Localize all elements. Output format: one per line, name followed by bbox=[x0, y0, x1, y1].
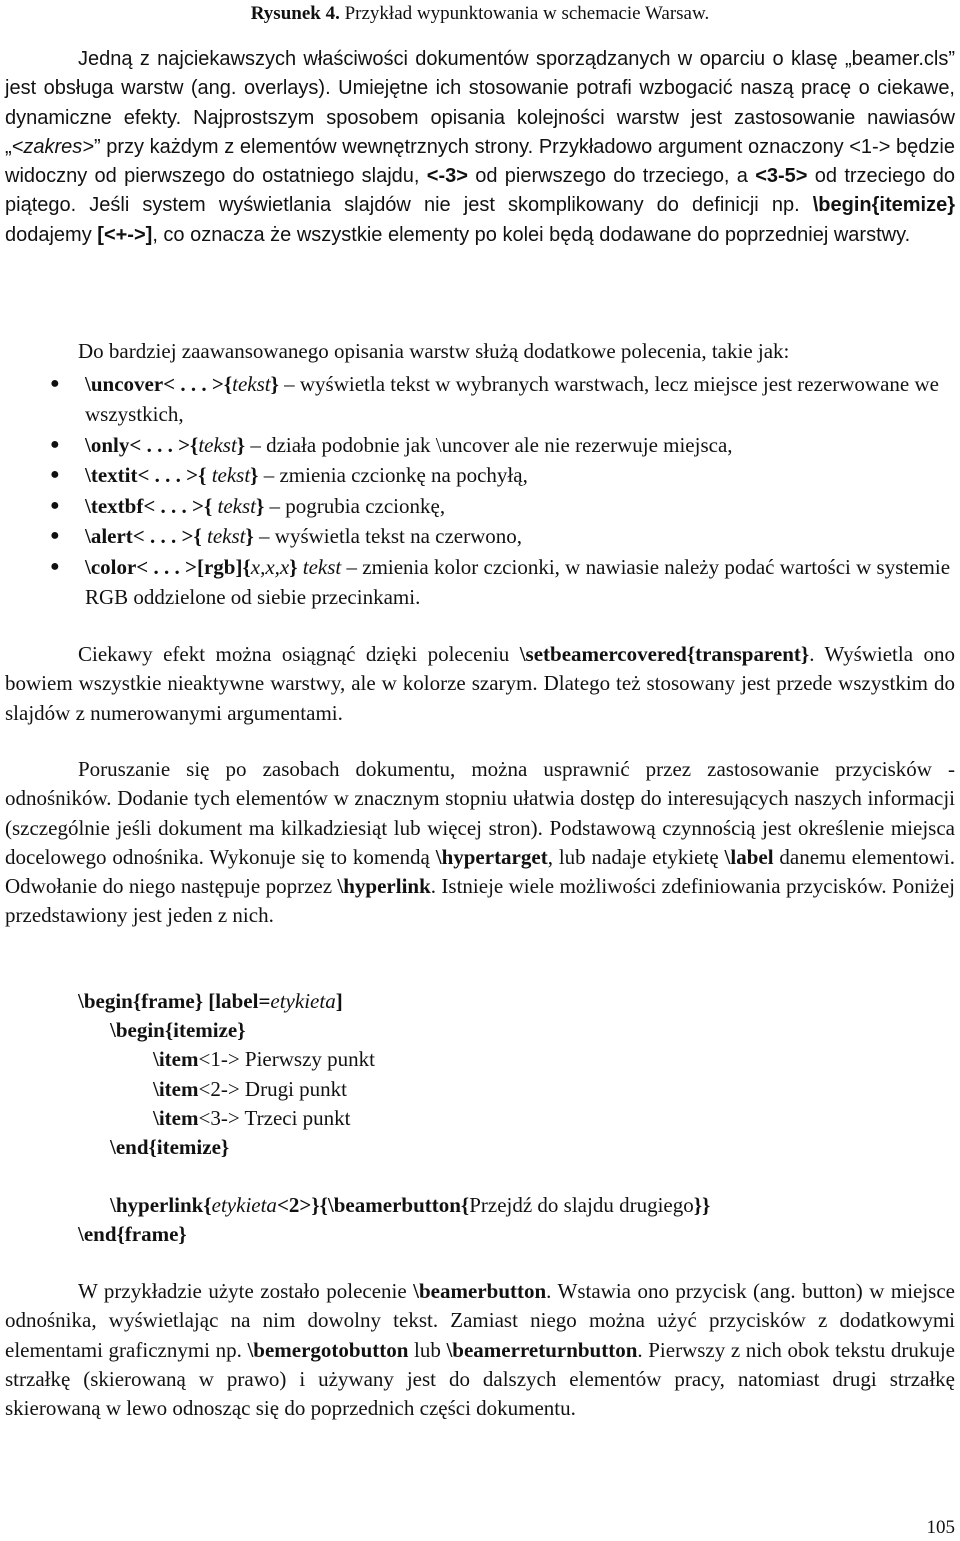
p1-arg-35: <3-5> bbox=[755, 165, 808, 188]
returnbutton-command: \beamerreturnbutton bbox=[446, 1337, 638, 1362]
caption-label: Rysunek 4. bbox=[250, 3, 340, 24]
code-line: \begin{frame} [label=etykieta] bbox=[78, 989, 343, 1013]
hyperlink-command: \hyperlink bbox=[337, 874, 431, 899]
p1-arg-1: <1-> bbox=[849, 135, 891, 158]
bullet-icon: ● bbox=[50, 374, 60, 392]
p1-text-a: Jedną z najciekawszych właściwości dokumentów sporządzanych w oparciu o klasę „beamer.cls” jest obsługa warstw (ang. overlays). Umiejętne ich stosowanie potrafi wzbogacić naszą pracę o ciekawe, dynamiczne efekty. Najprostszym sposobem opisania kolejności warstw jest zastosowanie nawiasów „ bbox=[5, 48, 955, 158]
code-line: \item<2-> Drugi punkt bbox=[153, 1076, 347, 1101]
paragraph-beamerbutton: W przykładzie użyte zostało polecenie \beamerbutton. Wstawia ono przycisk (ang. button) w miejsce odnośnika, wyświetlając na nim dowolny tekst. Zamiast niego można użyć przycisków z dodatkowymi elementami graficznymi np. \bemergotobutton lub \beamerreturnbutton. Pierwszy z nich obok tekstu drukuje strzałkę (skierowaną w prawo) i używany jest do dalszych elementów pracy, natomiast drugi strzałkę skierowaną w lewo odnosząc się do poprzednich części dokumentu. bbox=[5, 1279, 955, 1421]
p1-text-g: od pierwszego do trzeciego, a bbox=[467, 165, 756, 188]
code-line: \end{frame} bbox=[78, 1222, 187, 1247]
figure-caption bbox=[5, 1, 955, 27]
bullet-icon: ● bbox=[50, 527, 60, 544]
paragraph-transparent: Ciekawy efekt można osiągnąć dzięki poleceniu \setbeamercovered{transparent}. Wyświetla ono bowiem wszystkie nieaktywne warstwy, ale w kolorze szarym. Dlatego też stosowany jest przede wszystkim do slajdów z numerowanymi argumentami. bbox=[5, 642, 955, 725]
code-line: \begin{itemize} bbox=[110, 1018, 246, 1043]
caption-title: Przykład wypunktowania w schemacie Warsaw. bbox=[344, 3, 710, 24]
bullet-icon: ● bbox=[50, 496, 60, 514]
code-line: \end{itemize} bbox=[110, 1135, 230, 1160]
overlay-commands-list bbox=[5, 336, 955, 613]
bullet-icon: ● bbox=[50, 435, 60, 453]
p1-zakres: <zakres> bbox=[11, 135, 94, 158]
gotobutton-command: \bemergotobutton bbox=[247, 1337, 409, 1362]
paragraph-overlays bbox=[5, 45, 955, 250]
paragraph-hyperlinks: Poruszanie się po zasobach dokumentu, można usprawnić przez zastosowanie przycisków - odnośników. Dodanie tych elementów w znacznym stopniu ułatwia dostęp do interesujących naszych informacji (szczególnie jeśli dokument ma kilkadziesiąt lub więcej stron). Podstawową czynnością jest określenie miejsca docelowego odnośnika. Wykonuje się to komendą \hypertarget, lub nadaje etykietę \label danemu elementowi. Odwołanie do niego następuje poprzez \hyperlink. Istnieje wiele możliwości zdefiniowania przycisków. Poniżej przedstawiony jest jeden z nich. bbox=[5, 757, 956, 928]
p1-begin-itemize: \begin{itemize} bbox=[812, 194, 955, 217]
bullet-icon: ● bbox=[50, 466, 60, 483]
p1-plus-arg: [<+->] bbox=[97, 223, 153, 246]
p1-arg-3: <-3> bbox=[426, 165, 468, 188]
list-item: ● \textit< . . . >{ tekst} – zmienia czcionkę na pochyłą, bbox=[5, 460, 955, 491]
p1-text-e: będzie widoczny od pierwszego do ostatniego slajdu, bbox=[5, 135, 955, 188]
code-example bbox=[78, 987, 710, 1250]
label-command: \label bbox=[724, 844, 774, 869]
list-item: ● \textbf< . . . >{ tekst} – pogrubia czcionkę, bbox=[5, 491, 955, 522]
page-number: 105 bbox=[926, 1517, 955, 1538]
beamerbutton-command: \beamerbutton bbox=[413, 1279, 547, 1303]
code-line: \item<1-> Pierwszy punkt bbox=[153, 1047, 375, 1072]
p1-text-k: dodajemy bbox=[5, 223, 98, 246]
list-item: ● \uncover< . . . >{tekst} – wyświetla tekst w wybranych warstwach, lecz miejsce jest rezerwowane we wszystkich, bbox=[5, 369, 955, 430]
p1-text-i: od trzeciego do piątego. Jeśli system wyświetlania slajdów nie jest skomplikowany do definicji np. bbox=[5, 165, 956, 217]
setbeamercovered-command: \setbeamercovered{transparent} bbox=[519, 642, 810, 666]
code-line: \item<3-> Trzeci punkt bbox=[153, 1105, 351, 1130]
bullet-icon: ● bbox=[50, 557, 60, 575]
hypertarget-command: \hypertarget bbox=[435, 844, 548, 869]
list-item: ● \alert< . . . >{ tekst} – wyświetla tekst na czerwono, bbox=[5, 521, 955, 552]
p1-text-m: , co oznacza że wszystkie elementy po kolei będą dodawane do poprzedniej warstwy. bbox=[152, 223, 911, 246]
list-intro: Do bardziej zaawansowanego opisania warstw służą dodatkowe polecenia, takie jak: bbox=[78, 339, 790, 363]
p1-text-c: ” przy każdym z elementów wewnętrznych strony. Przykładowo argument oznaczony bbox=[93, 135, 850, 158]
list-item: ● \color< . . . >[rgb]{x,x,x} tekst – zmienia kolor czcionki, w nawiasie należy podać wartości w systemie RGB oddzielone od siebie przecinkami. bbox=[5, 552, 955, 613]
list-item: ● \only< . . . >{tekst} – działa podobnie jak \uncover ale nie rezerwuje miejsca, bbox=[5, 430, 955, 461]
code-line: \hyperlink{etykieta<2>}{\beamerbutton{Przejdź do slajdu drugiego}} bbox=[110, 1193, 711, 1218]
